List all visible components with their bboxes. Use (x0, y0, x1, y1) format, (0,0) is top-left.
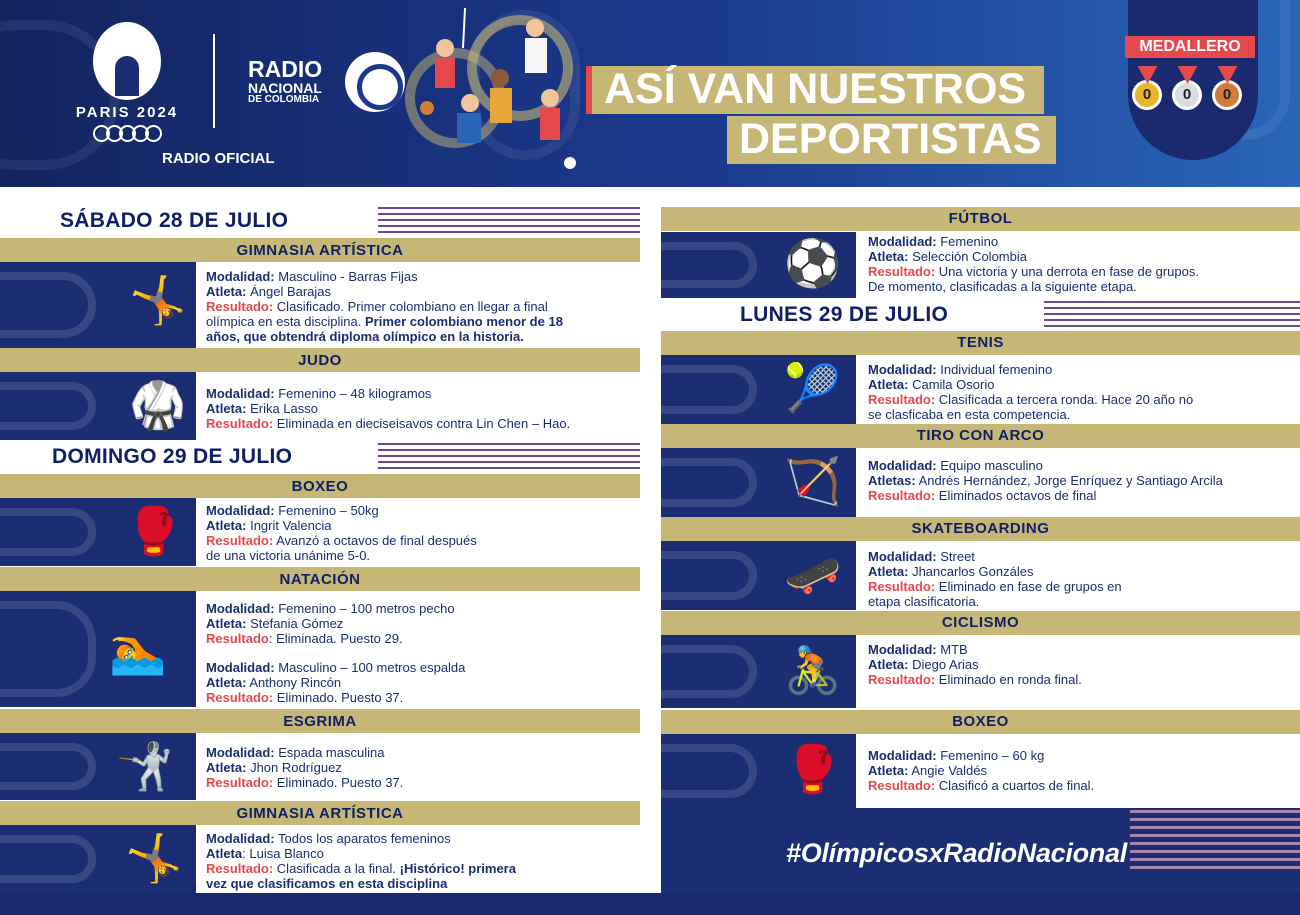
event-info-judo (206, 386, 636, 431)
resultado-value-2: olímpica en esta disciplina. (206, 314, 362, 329)
sport-header-natacion: NATACIÓN (0, 567, 640, 591)
sport-header-boxeo-2: BOXEO (661, 710, 1300, 734)
atleta-label: Atleta (206, 846, 243, 861)
atleta-value: Diego Arias (912, 657, 979, 672)
paris-2024-logo (68, 22, 186, 142)
resultado-value: Clasificó a cuartos de final. (938, 778, 1095, 793)
sport-icon-box (0, 498, 196, 566)
modalidad-value: Equipo masculino (940, 458, 1043, 473)
resultado-highlight: Primer colombiano menor de 18 (364, 314, 563, 329)
modalidad-label: Modalidad: (868, 642, 937, 657)
modalidad-label: Modalidad: (206, 660, 275, 675)
atleta-label: Atleta: (868, 377, 909, 392)
modalidad-label: Modalidad: (868, 549, 937, 564)
decorative-stripes (1044, 301, 1300, 329)
resultado-value-2: etapa clasificatoria. (868, 594, 980, 609)
atleta-value: Selección Colombia (912, 249, 1027, 264)
resultado-highlight-2: años, que obtendrá diploma olímpico en la historia. (206, 329, 524, 344)
resultado-label: Resultado: (868, 488, 936, 503)
atleta-value: Jhancarlos Gonzáles (912, 564, 1034, 579)
atleta-label: Atleta: (206, 616, 247, 631)
event-info-natacion (206, 601, 636, 705)
modalidad-value: Femenino – 48 kilogramos (278, 386, 432, 401)
resultado-value: Eliminado en fase de grupos en (938, 579, 1122, 594)
main-title (592, 66, 1056, 164)
modalidad-label: Modalidad: (206, 269, 275, 284)
resultado-label: Resultado: (868, 392, 936, 407)
sport-icon-box (0, 591, 196, 707)
atleta-value: Angie Valdés (911, 763, 988, 778)
gymnast-icon: 🤸 (129, 274, 187, 326)
modalidad-label: Modalidad: (868, 362, 937, 377)
sport-icon-box (661, 734, 856, 808)
silver-medal-icon (1172, 66, 1203, 110)
sport-icon-box (0, 733, 196, 800)
sport-icon-box (0, 262, 196, 348)
cycling-icon: 🚴 (784, 644, 842, 696)
rn-line3: DE COLOMBIA (248, 94, 320, 105)
resultado-value: Clasificado. Primer colombiano en llegar a final (276, 299, 548, 314)
sport-header-judo: JUDO (0, 348, 640, 372)
bronze-count: 0 (1212, 80, 1242, 110)
atleta-label: Atleta: (868, 763, 909, 778)
resultado-value: Una victoria y una derrota en fase de grupos. (938, 264, 1199, 279)
decorative-stripes (378, 207, 640, 236)
athletes-collage-icon (405, 8, 605, 184)
sport-header-ciclismo: CICLISMO (661, 611, 1300, 635)
modalidad-label: Modalidad: (206, 601, 275, 616)
atleta-value: Stefania Gómez (250, 616, 344, 631)
logo-divider (213, 34, 215, 128)
event-info-boxeo (206, 503, 636, 563)
sport-header-skateboarding: SKATEBOARDING (661, 517, 1300, 541)
sport-icon-box (661, 635, 856, 708)
title-line2: DEPORTISTAS (727, 116, 1056, 164)
modalidad-value: Espada masculina (278, 745, 385, 760)
event-info-gimnasia-1 (206, 269, 636, 344)
resultado-highlight: ¡Histórico! primera (399, 861, 516, 876)
radio-nacional-swirl-icon (345, 52, 405, 112)
colon: : (268, 631, 273, 646)
modalidad-value: Femenino – 50kg (278, 503, 379, 518)
sport-header-tiro-con-arco: TIRO CON ARCO (661, 424, 1300, 448)
atleta-label: Atleta: (868, 249, 909, 264)
archery-icon: 🏹 (784, 455, 842, 507)
resultado-label: Resultado: (206, 533, 274, 548)
modalidad-label: Modalidad: (206, 831, 275, 846)
sport-icon-box (661, 541, 856, 610)
sport-header-gimnasia-2: GIMNASIA ARTÍSTICA (0, 801, 640, 825)
swimmer-icon: 🏊 (109, 624, 167, 676)
day-heading-lunes: LUNES 29 DE JULIO (740, 303, 949, 326)
resultado-highlight-2: vez que clasificamos en esta disciplina (206, 876, 448, 891)
event-info-boxeo-2 (868, 748, 1293, 793)
hashtag-text: #OlímpicosxRadioNacional (786, 838, 1127, 868)
judo-icon: 🥋 (129, 379, 187, 431)
resultado-value: Eliminada. Puesto 29. (276, 631, 403, 646)
olympic-rings-icon (68, 125, 186, 142)
resultado-value-2: se clasficaba en esta competencia. (868, 407, 1071, 422)
boxing-icon: 🥊 (784, 743, 842, 795)
atleta-value: Ingrit Valencia (250, 518, 332, 533)
atleta-label: Atleta: (206, 401, 247, 416)
resultado-label: Resultado: (868, 579, 936, 594)
resultado-label: Resultado: (868, 778, 936, 793)
modalidad-label: Modalidad: (206, 386, 275, 401)
event-info-tenis (868, 362, 1293, 422)
resultado-label: Resultado: (206, 416, 274, 431)
modalidad-label: Modalidad: (206, 745, 275, 760)
boxing-icon: 🥊 (125, 505, 183, 557)
title-line1: ASÍ VAN NUESTROS (592, 66, 1044, 114)
resultado-value: Eliminados octavos de final (938, 488, 1097, 503)
sport-header-esgrima: ESGRIMA (0, 709, 640, 733)
medal-count-row (1132, 66, 1243, 110)
resultado-value: Clasificada a tercera ronda. Hace 20 año no (938, 392, 1194, 407)
atleta-value: Erika Lasso (250, 401, 318, 416)
radio-nacional-logo (248, 58, 322, 105)
flame-icon (93, 22, 161, 100)
gold-medal-icon (1132, 66, 1163, 110)
modalidad-value: Todos los aparatos femeninos (278, 831, 451, 846)
modalidad-value: Femenino (940, 234, 999, 249)
resultado-value: Eliminado. Puesto 37. (276, 775, 404, 790)
modalidad-label: Modalidad: (206, 503, 275, 518)
skateboard-icon: 🛹 (784, 548, 842, 600)
event-info-gimnasia-2 (206, 831, 636, 891)
soccer-icon: ⚽ (784, 237, 842, 289)
atletas-label: Atletas: (868, 473, 916, 488)
modalidad-value: Individual femenino (940, 362, 1053, 377)
sport-header-gimnasia: GIMNASIA ARTÍSTICA (0, 238, 640, 262)
silver-count: 0 (1172, 80, 1202, 110)
resultado-label: Resultado: (206, 299, 274, 314)
modalidad-value: Street (940, 549, 975, 564)
resultado-label: Resultado: (206, 775, 274, 790)
radio-oficial-label: RADIO OFICIAL (162, 150, 275, 167)
modalidad-label: Modalidad: (868, 458, 937, 473)
decorative-stripes (378, 443, 640, 472)
modalidad-value: Femenino – 60 kg (940, 748, 1045, 763)
event-info-esgrima (206, 745, 636, 790)
resultado-value: Avanzó a octavos de final después (276, 533, 477, 548)
atleta-label: Atleta: (206, 518, 247, 533)
sport-icon-box (661, 232, 856, 298)
decorative-stripes (1130, 810, 1300, 870)
tennis-icon: 🎾 (784, 362, 842, 414)
paris-2024-text: PARIS 2024 (75, 104, 179, 121)
resultado-value-2: Eliminado. Puesto 37. (276, 690, 404, 705)
sport-icon-box (0, 825, 196, 893)
resultado-value: Eliminado en ronda final. (938, 672, 1082, 687)
atleta-value: Ángel Barajas (250, 284, 332, 299)
event-info-tiro-con-arco (868, 458, 1298, 503)
day-heading-domingo: DOMINGO 29 DE JULIO (52, 445, 293, 468)
atleta-label: Atleta: (868, 564, 909, 579)
sport-icon-box (661, 355, 856, 424)
modalidad-label: Modalidad: (868, 234, 937, 249)
colon: : (242, 846, 246, 861)
rn-line1: RADIO (248, 56, 323, 82)
sport-icon-box (661, 448, 856, 517)
atleta-label: Atleta: (206, 284, 247, 299)
atleta-label: Atleta: (868, 657, 909, 672)
fencing-icon: 🤺 (116, 740, 174, 792)
sport-header-boxeo: BOXEO (0, 474, 640, 498)
sport-icon-box (0, 372, 196, 440)
modalidad-value: Masculino - Barras Fijas (278, 269, 418, 284)
atleta-value: Camila Osorio (912, 377, 995, 392)
medallero-title: MEDALLERO (1125, 36, 1255, 58)
day-heading-sabado: SÁBADO 28 DE JULIO (60, 209, 289, 232)
gold-count: 0 (1132, 80, 1162, 110)
sport-header-tenis: TENIS (661, 331, 1300, 355)
atleta-value-2: Anthony Rincón (249, 675, 342, 690)
resultado-value: Eliminada en dieciseisavos contra Lin Chen – Hao. (276, 416, 571, 431)
footer-bar (0, 893, 1300, 915)
modalidad-value: MTB (940, 642, 968, 657)
modalidad-value-2: Masculino – 100 metros espalda (278, 660, 466, 675)
resultado-label: Resultado: (868, 672, 936, 687)
atleta-value: Luisa Blanco (249, 846, 324, 861)
event-info-ciclismo (868, 642, 1293, 687)
resultado-label: Resultado: (206, 690, 274, 705)
atleta-value: Andrés Hernández, Jorge Enríquez y Santiago Arcila (918, 473, 1223, 488)
resultado-value-2: De momento, clasificadas a la siguiente etapa. (868, 279, 1137, 294)
atleta-value: Jhon Rodríguez (250, 760, 342, 775)
event-info-skateboarding (868, 549, 1293, 609)
rn-line2: NACIONAL (248, 80, 322, 96)
resultado-value: Clasificada a la final. (276, 861, 397, 876)
gymnast-icon: 🤸 (125, 832, 183, 884)
modalidad-value: Femenino – 100 metros pecho (278, 601, 455, 616)
sport-header-futbol: FÚTBOL (661, 207, 1300, 231)
resultado-label: Resultado: (206, 861, 274, 876)
event-info-futbol (868, 234, 1293, 294)
resultado-value-2: de una victoria unánime 5-0. (206, 548, 371, 563)
bronze-medal-icon (1212, 66, 1243, 110)
resultado-label: Resultado (206, 631, 269, 646)
atleta-label: Atleta: (206, 675, 247, 690)
modalidad-label: Modalidad: (868, 748, 937, 763)
resultado-label: Resultado: (868, 264, 936, 279)
atleta-label: Atleta: (206, 760, 247, 775)
